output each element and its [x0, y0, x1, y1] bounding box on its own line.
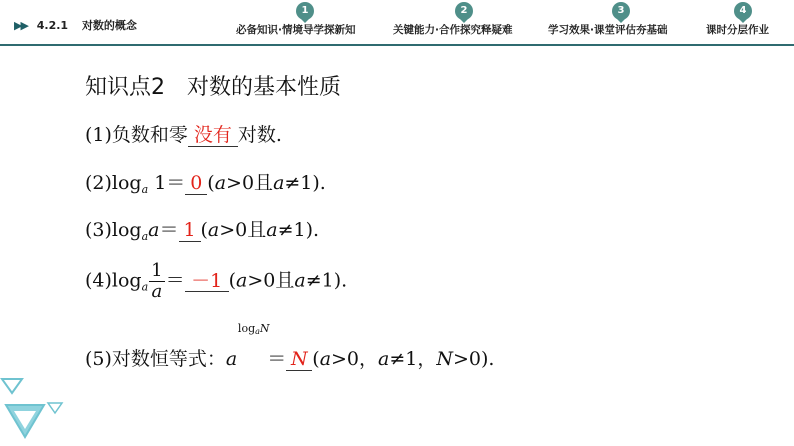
fraction-numerator: 1 — [151, 260, 163, 281]
property-3 — [85, 215, 319, 243]
property-3-sub: a — [141, 230, 149, 243]
property-4-sub: a — [141, 280, 149, 294]
property-5-cond-open: ( — [312, 348, 320, 370]
section-heading: 知识点2 对数的基本性质 — [85, 75, 341, 100]
property-4-cond-end: ≠1). — [305, 269, 348, 292]
property-1 — [85, 120, 282, 147]
nav-item-3[interactable] — [548, 5, 668, 37]
nav-label-4: 课时分层作业 — [706, 24, 769, 36]
exponent-N: N — [259, 322, 270, 335]
property-5-mid: ＝ — [267, 348, 287, 370]
header-divider — [0, 44, 794, 46]
property-3-cond-a1: a — [207, 219, 220, 241]
property-5-cond-ne: ≠1， — [389, 348, 437, 370]
nav-badge-2: 2 — [455, 2, 473, 20]
fraction — [149, 262, 164, 301]
property-3-cond-gt: >0且 — [219, 219, 267, 241]
property-4-cond-open: ( — [228, 269, 237, 292]
top-bar — [0, 0, 794, 50]
property-4-cond-gt: >0且 — [247, 269, 295, 292]
power-base: a — [225, 348, 238, 370]
property-5-prefix: (5)对数恒等式： — [85, 348, 226, 370]
property-4-cond-a1: a — [236, 269, 248, 292]
nav-item-1[interactable] — [236, 5, 356, 37]
property-1-prefix: (1)负数和零 — [85, 124, 188, 146]
property-5-cond-N: N — [436, 348, 453, 370]
property-1-answer: 没有 — [188, 126, 238, 147]
property-1-suffix: 对数. — [237, 124, 282, 146]
fraction-denominator: a — [151, 281, 163, 302]
property-3-base: a — [148, 219, 160, 241]
exponent-log: log — [237, 322, 256, 335]
property-4 — [85, 262, 347, 301]
property-4-prefix: (4)log — [85, 269, 142, 292]
property-4-answer: －1 — [185, 272, 229, 293]
nav-label-2: 关键能力·合作探究释疑难 — [393, 24, 513, 36]
property-2-sub: a — [141, 183, 149, 196]
property-2-cond-end: ≠1). — [284, 172, 326, 194]
property-2 — [85, 168, 326, 196]
property-2-cond-gt: >0且 — [226, 172, 274, 194]
breadcrumb-title: 对数的概念 — [81, 19, 137, 32]
property-5-cond-end: >0). — [453, 348, 495, 370]
property-3-cond-open: ( — [200, 219, 208, 241]
triangle-decoration-icon — [0, 375, 70, 446]
property-2-mid: 1＝ — [148, 172, 186, 194]
property-5-cond-a1: a — [319, 348, 332, 370]
nav-label-3: 学习效果·课堂评估夯基础 — [548, 24, 668, 36]
nav-item-4[interactable] — [706, 5, 769, 37]
breadcrumb-section: 4.2.1 — [36, 19, 69, 32]
property-2-prefix: (2)log — [85, 172, 142, 194]
property-2-cond-a1: a — [214, 172, 227, 194]
power-exponent — [238, 322, 270, 336]
property-2-answer: 0 — [185, 174, 207, 195]
nav-badge-3: 3 — [612, 2, 630, 20]
property-4-mid: ＝ — [165, 269, 185, 292]
property-3-cond-a2: a — [266, 219, 278, 241]
property-3-cond-end: ≠1). — [277, 219, 320, 241]
property-5-cond-a2: a — [378, 348, 390, 370]
property-4-cond-a2: a — [294, 269, 306, 292]
property-2-cond-a2: a — [273, 172, 285, 194]
power-expression — [225, 322, 270, 370]
property-2-cond-open: ( — [207, 172, 215, 194]
nav-label-1: 必备知识·情境导学探新知 — [236, 24, 356, 36]
property-3-answer: 1 — [179, 221, 201, 242]
breadcrumb — [14, 17, 137, 33]
exponent-sub: a — [255, 327, 260, 336]
nav-badge-4: 4 — [734, 2, 752, 20]
property-5-answer: N — [286, 350, 312, 371]
property-5-cond-gt: >0， — [331, 348, 379, 370]
property-5 — [85, 322, 495, 371]
property-3-prefix: (3)log — [85, 219, 142, 241]
nav-item-2[interactable] — [393, 5, 513, 37]
forward-arrows-icon: ▶▶ — [14, 19, 27, 32]
nav-badge-1: 1 — [296, 2, 314, 20]
property-3-mid: ＝ — [159, 219, 179, 241]
